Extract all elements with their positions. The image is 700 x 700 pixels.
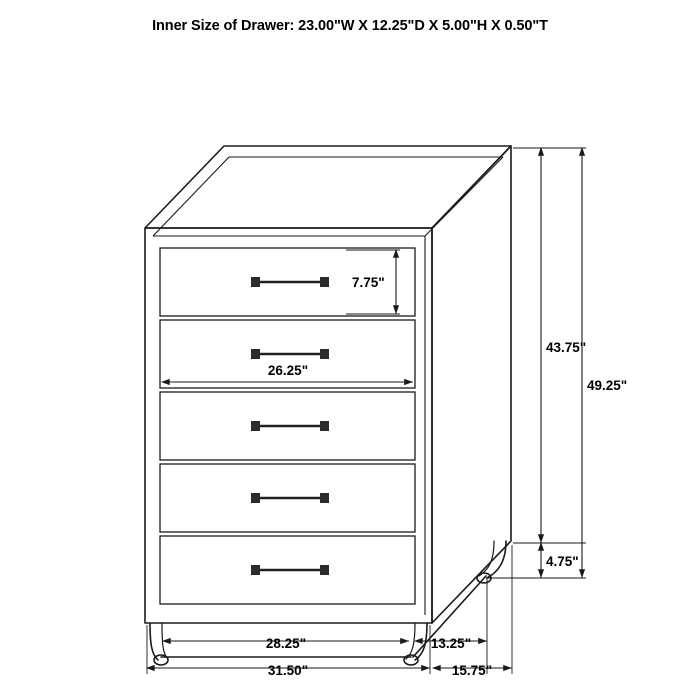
drawer-handle-4 <box>251 493 329 503</box>
chest-top-lip <box>153 157 503 236</box>
drawer-handle-5 <box>251 565 329 575</box>
drawer-handle-1 <box>251 277 329 287</box>
leg-front-left <box>150 623 158 660</box>
label-total-width: 31.50" <box>267 663 309 678</box>
chest-outline <box>145 146 511 623</box>
page-title: Inner Size of Drawer: 23.00"W X 12.25"D X 5.00"H X 0.50"T <box>152 18 548 34</box>
label-drawer-width: 26.25" <box>267 363 309 378</box>
label-total-depth: 15.75" <box>451 663 493 678</box>
dimension-lines <box>147 148 586 674</box>
drawer-handle-3 <box>251 421 329 431</box>
chest-side-inner-edge <box>425 157 503 236</box>
label-leg-height: 4.75" <box>546 554 579 569</box>
label-drawer-height: 7.75" <box>352 275 385 290</box>
drawer-handle-2 <box>251 349 329 359</box>
label-case-height: 43.75" <box>546 340 587 355</box>
dimension-labels <box>266 275 627 678</box>
leg-rear-right <box>487 541 506 578</box>
label-base-width: 28.25" <box>265 636 307 651</box>
label-base-depth: 13.25" <box>430 636 472 651</box>
label-total-height: 49.25" <box>587 378 628 393</box>
drawer-handles <box>251 277 329 575</box>
